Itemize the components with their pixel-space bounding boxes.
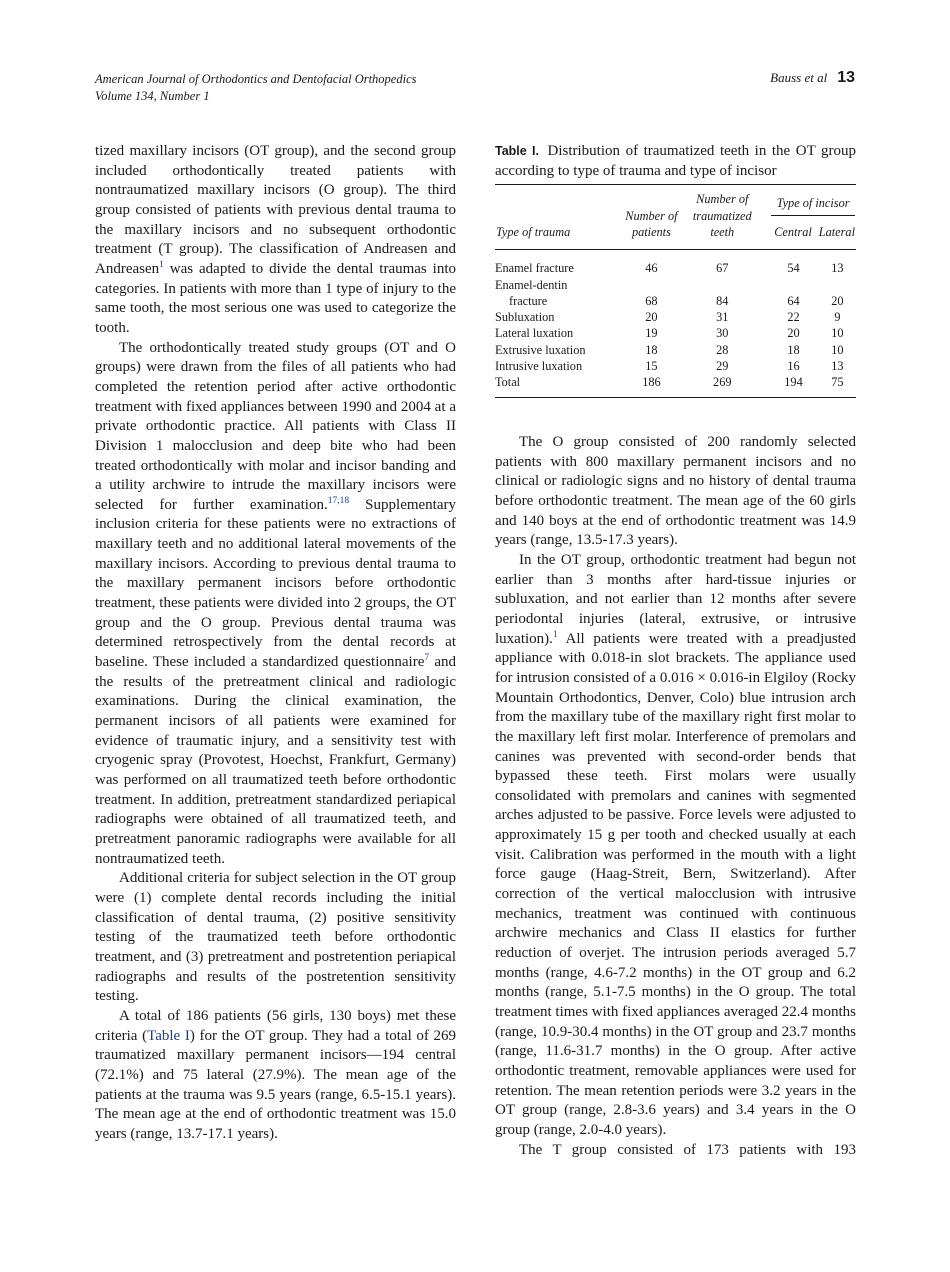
- cell-teeth: 31: [716, 310, 729, 325]
- cell-central: 64: [787, 293, 800, 308]
- cell-teeth: 269: [682, 374, 762, 397]
- page-number: 13: [837, 69, 855, 86]
- cell-patients: [621, 277, 683, 293]
- trauma-distribution-table: [495, 185, 856, 397]
- table-label: Table I.: [495, 144, 539, 158]
- cell-lateral: 9: [834, 310, 841, 325]
- cell-type-of-trauma: Total: [495, 374, 621, 397]
- table-row: [495, 250, 856, 277]
- paragraph-4-text-a: A total of 186 patients (56 girls, 130 boys) met these criteria (: [95, 1007, 456, 1044]
- cell-lateral: 13: [831, 261, 844, 276]
- cell-patients: 20: [645, 310, 658, 325]
- paragraph-1-text: tized maxillary incisors (OT group), and the second group included orthodontically treated patients with nontraumatized maxillary incisors (O group). The third group consisted of patients with previous dental trauma to the maxillary incisors and no subsequent orthodontic treatment (T group). The classification of Andreasen and Andreasen: [95, 143, 456, 277]
- citation-link[interactable]: 17,18: [327, 495, 350, 506]
- cell-teeth: 30: [716, 326, 729, 341]
- table-row: [495, 277, 856, 293]
- table-caption-text: Distribution of traumatized teeth in the OT group according to type of trauma and type of incisor: [495, 143, 857, 179]
- citation-link[interactable]: 7: [424, 653, 430, 664]
- cell-teeth: 29: [716, 358, 729, 373]
- paragraph-2-text-b: Supplementary inclusion criteria for these patients were no extractions of maxillary teeth and no additional lateral movements of the maxillary incisors. According to previous dental trauma to the maxillary permanent incisors before orthodontic treatment, these patients were divided into 2 groups, the OT group and the O group. Previous dental trauma was determined retrospectively from the dental records at baseline. These included a standardized questionnaire: [95, 496, 456, 671]
- cell-patients: 68: [645, 293, 658, 308]
- header-type-of-trauma: Type of trauma: [495, 185, 621, 249]
- header-central: Central: [762, 220, 813, 250]
- table-reference-link[interactable]: Table I: [147, 1027, 190, 1044]
- cell-central: 18: [787, 342, 800, 357]
- paragraph-4-text-b: ) for the OT group. They had a total of 269 traumatized maxillary permanent incisors—194 central (72.1%) and 75 lateral (27.9%). The mean age of the patients at the trauma was 9.5 years (range, 6.5-15.1 years). The mean age at the end of orthodontic treatment was 15.0 years (range, 13.7-17.1 years).: [95, 1027, 456, 1142]
- table-row: [495, 342, 856, 358]
- cell-lateral: 20: [831, 293, 844, 308]
- running-header-page: [770, 69, 855, 87]
- table-row: [495, 374, 856, 397]
- cell-central: 20: [787, 326, 800, 341]
- paragraph-6-text-b: All patients were treated with a preadjusted appliance with 0.018-in slot brackets. The appliance used for intrusion consisted of a 0.016 × 0.016-in Elgiloy (Rocky Mountain Orthodontics, Denver, Colo) blue intrusion arch from the maxillary tube of the maxillary right first molar to the maxillary left first molar. Interference of premolars and canines was prevented with second-order bends that bypassed these teeth. First molars were usually consolidated with premolars and canines with segmented arches adjusted to be passive. Force levels were adjusted to approximately 15 g per tooth and checked usually at each visit. Calibration was performed in the mouth with a light force gauge (Haag-Streit, Bern, Switzerland). After correction of the vertical malocclusion with intrusive mechanics, treatment was continued with continuous archwire mechanics and Class II elastics for further reduction of overjet. The intrusion periods averaged 5.7 months (range, 4.6-7.2 months) in the OT group and 6.2 months (range, 5.1-7.5 months) in the O group. The total treatment times with fixed appliances averaged 22.4 months (range, 10.9-30.4 months) in the OT group and 23.7 months (range, 11.6-31.7 months) in the O group. After active orthodontic treatment, removable appliances were used for retention. The mean retention periods were 3.2 years in the OT group (range, 2.8-3.6 years) and 3.4 years in the O group (range, 2.0-4.0 years).: [495, 630, 856, 1138]
- cell-central: 54: [787, 261, 800, 276]
- cell-lateral: [813, 277, 856, 293]
- cell-type-of-trauma: Extrusive luxation: [495, 342, 586, 357]
- cell-central: 16: [787, 358, 800, 373]
- paragraph-1: [95, 142, 456, 339]
- running-header-journal: [95, 71, 417, 105]
- cell-type-of-trauma: Intrusive luxation: [495, 358, 583, 373]
- journal-volume: Volume 134, Number 1: [95, 89, 210, 103]
- cell-central: [762, 277, 813, 293]
- cell-type-of-trauma: fracture: [509, 293, 548, 308]
- cell-lateral: 10: [831, 326, 844, 341]
- table-row: [495, 325, 856, 341]
- table-row: [495, 309, 856, 325]
- paragraph-3: Additional criteria for subject selection in the OT group were (1) complete dental records including the initial classification of dental trauma, (2) positive sensitivity testing of the traumatized teeth before orthodontic treatment, and (3) pretreatment and postretention periapical radiographs and results of the postretention sensitivity testing.: [95, 870, 456, 1005]
- cell-patients: 19: [645, 326, 658, 341]
- paragraph-7: The T group consisted of 173 patients with 193: [519, 1141, 856, 1158]
- cell-central: 22: [787, 310, 800, 325]
- cell-lateral: 13: [831, 358, 844, 373]
- header-type-of-incisor-label: Type of incisor: [771, 195, 855, 216]
- paragraph-5: The O group consisted of 200 randomly selected patients with 800 maxillary permanent incisors and no clinical or radiologic signs and no history of dental trauma before orthodontic treatment. The mean age of the 60 girls and 140 boys at the end of orthodontic treatment was 14.9 years (range, 13.5-17.3 years).: [495, 434, 856, 549]
- paragraph-4: [95, 1007, 456, 1145]
- cell-type-of-trauma: Lateral luxation: [495, 326, 574, 341]
- cell-lateral: 75: [813, 374, 856, 397]
- paragraph-2: [95, 339, 456, 870]
- right-column: [495, 433, 856, 1160]
- table-row: [495, 293, 856, 309]
- cell-teeth: 28: [716, 342, 729, 357]
- table-row: [495, 358, 856, 374]
- author-running-head: Bauss et al: [770, 70, 828, 85]
- left-column: [95, 142, 456, 1144]
- paragraph-2-text-a: The orthodontically treated study groups (OT and O groups) were drawn from the files of all patients who had completed the retention period after active orthodontic treatment with fixed appliances between 1990 and 2004 at a private orthodontic practice. All patients with Class II Division 1 malocclusion and deep bite who had been treated orthodontically with molar and incisor banding and a utility archwire to intrude the maxillary incisors were selected for further examination.: [95, 339, 456, 513]
- paragraph-2-text-c: and the results of the pretreatment clinical and radiologic examinations. During the clinical examination, the permanent incisors of all patients were examined for evidence of traumatic injury, and a sensitivity test with cryogenic spray (Provotest, Hoechst, Frankfurt, Germany) was performed on all traumatized teeth before orthodontic treatment. In addition, pretreatment standardized periapical radiographs were obtained of all traumatized teeth, and pretreatment panoramic radiographs were available for all nontraumatized teeth.: [95, 654, 456, 867]
- cell-teeth: 67: [716, 261, 729, 276]
- cell-type-of-trauma: Subluxation: [495, 310, 555, 325]
- cell-teeth: 84: [716, 293, 729, 308]
- table-caption: [495, 142, 856, 185]
- table-1: [495, 142, 856, 398]
- journal-title: American Journal of Orthodontics and Dentofacial Orthopedics: [95, 72, 417, 86]
- paragraph-6-text-a: In the OT group, orthodontic treatment had begun not earlier than 3 months after hard-tissue injuries or subluxation, and not earlier than 12 months after severe periodontal injuries (lateral, extrusive, or intrusive luxation).: [495, 551, 856, 647]
- paragraph-1-text-end: was adapted to divide the dental traumas into categories. In patients with more than 1 type of injury to the same tooth, the most serious one was used to categorize the tooth.: [95, 260, 456, 336]
- cell-teeth: [682, 277, 762, 293]
- header-number-of-teeth: Number of traumatized teeth: [682, 185, 762, 249]
- cell-patients: 15: [645, 358, 658, 373]
- cell-patients: 186: [621, 374, 683, 397]
- header-number-of-patients: Number of patients: [621, 185, 683, 249]
- cell-patients: 18: [645, 342, 658, 357]
- cell-type-of-trauma: Enamel-dentin: [495, 277, 568, 292]
- paragraph-6: [495, 551, 856, 1141]
- cell-lateral: 10: [831, 342, 844, 357]
- header-lateral: Lateral: [813, 220, 856, 250]
- header-type-of-incisor: [762, 185, 856, 220]
- cell-type-of-trauma: Enamel fracture: [495, 261, 574, 276]
- citation-link[interactable]: 1: [552, 629, 558, 640]
- cell-central: 194: [762, 374, 813, 397]
- cell-patients: 46: [645, 261, 658, 276]
- citation-link[interactable]: 1: [159, 259, 164, 270]
